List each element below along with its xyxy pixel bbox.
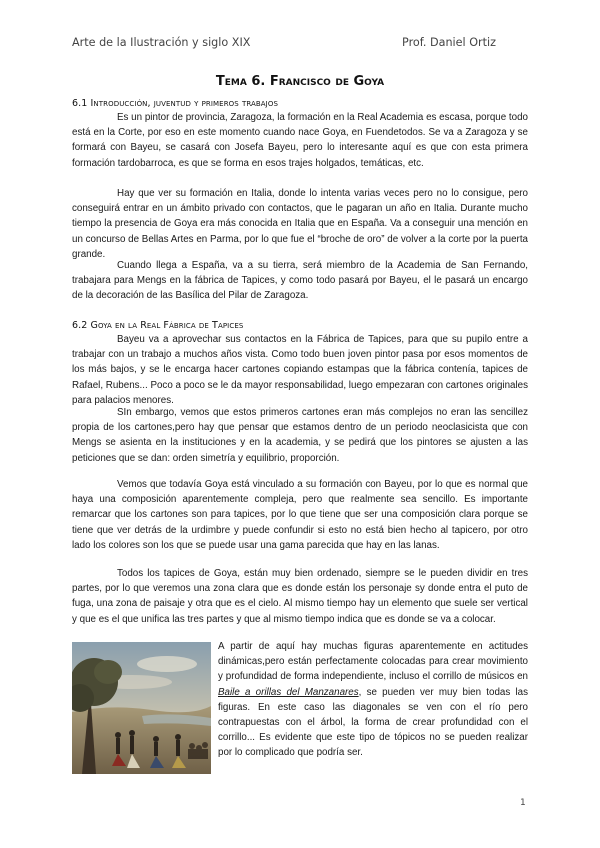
professor-name: Prof. Daniel Ortiz: [402, 36, 496, 49]
work-title-link: Baile a orillas del Manzanares: [218, 686, 359, 698]
side-paragraph: [218, 639, 528, 761]
paragraph: Bayeu va a aprovechar sus contactos en la Fábrica de Tapices, para que su pupilo entre a trabajar con un trabajo a muchos años vista. Como todo buen joven pintor pasa por esos momentos de los más bajos, y se le encarga hacer cartones copiando estampas que la fábrica contenía, tapices de Rafael, Rubens... Poco a poco se le da mayor responsabilidad, luego empezaran con cartones originales para palacios menores.: [72, 334, 528, 406]
paragraph: Cuando llega a España, va a su tierra, será miembro de la Academia de San Fernando, trabajara para Mengs en la fábrica de Tapices, y como todo pasará por Bayeu, el le pasará un encargo de la decoración de las Basílica del Pilar de Zaragoza.: [72, 260, 528, 302]
paragraph: Hay que ver su formación en Italia, donde lo intenta varias veces pero no lo consigue, pero conseguirá entrar en un ámbito privado con contactos, que le pagaran un año en Italia. Durante mucho tiempo la presencia de Goya era más conocida en Italia que en España. Va a conseguir una mención en un concurso de Bellas Artes en Parma, por lo que fue el “broche de oro” de volver a la corte por la puerta grande.: [72, 188, 528, 260]
page-number: 1: [520, 798, 526, 808]
section-heading-1: 6.1 Introducción, juventud y primeros trabajos: [72, 98, 278, 109]
paragraph: Es un pintor de provincia, Zaragoza, la formación en la Real Academia es escasa, porque todo está en la Corte, por eso en este momento cuando nace Goya, en Fuendetodos. Se va a Zaragoza y se formará con Bayeu, se casará con Josefa Bayeu, pero lo interesante aquí es que con esta primera formación tardobarroca, es que se forma en esos trajes holgados, temáticas, etc.: [72, 112, 528, 169]
side-text-end: , se pueden ver muy bien todas las figuras. En este caso las diagonales se ven con el río pero contrapuestas con el árbol, la forma de crear profundidad con el corrillo... Es evidente que este tipo de tópicos no se pueden realizar por lo complicado que podría ser.: [218, 686, 528, 759]
painting-image: [72, 642, 211, 774]
page-header: [72, 36, 496, 52]
side-text-start: A partir de aquí hay muchas figuras aparentemente en actitudes dinámicas,pero están perfectamente colocadas para crear movimiento y profundidad de forma independiente, incluso el corrillo de músicos en: [218, 641, 528, 683]
page-title: Tema 6. Francisco de Goya: [215, 74, 385, 89]
course-name: Arte de la Ilustración y siglo XIX: [72, 36, 251, 49]
section-heading-2: 6.2 Goya en la Real Fábrica de Tapices: [72, 320, 244, 331]
paragraph: Vemos que todavía Goya está vinculado a su formación con Bayeu, por lo que es normal que haya una composición aparentemente compleja, pero que realmente sea sencillo. Es importante remarcar que los cartones son para tapices, por lo que tiene que ser una composición clara porque se tiene que ver detrás de la urdimbre y puede confundir si esto no está bien hecho al tapicero, por otro lado los colores son los que se puede usar una gama parecida que hay en las lanas.: [72, 479, 528, 551]
paragraph: Todos los tapices de Goya, están muy bien ordenado, siempre se le pueden dividir en tres partes, por lo que veremos una zona clara que es donde están los personaje sy donde entra el puto de fuga, una zona de paisaje y otra que es el cielo. Al mismo tiempo hay un elemento que suele ser vertical y que es el que unifica las tres partes y que al mismo tiempo indica que es donde se va a colocar.: [72, 568, 528, 625]
paragraph: SIn embargo, vemos que estos primeros cartones eran más complejos no eran las sencillez propia de los cartones,pero hay que pensar que estamos dentro de un periodo neoclasicista que con Mengs se asienta en la instituciones y en la academia, y se pedirá que los pintores se ajusten a las peticiones que se dan: orden simetría y equilibrio, proporción.: [72, 407, 528, 464]
